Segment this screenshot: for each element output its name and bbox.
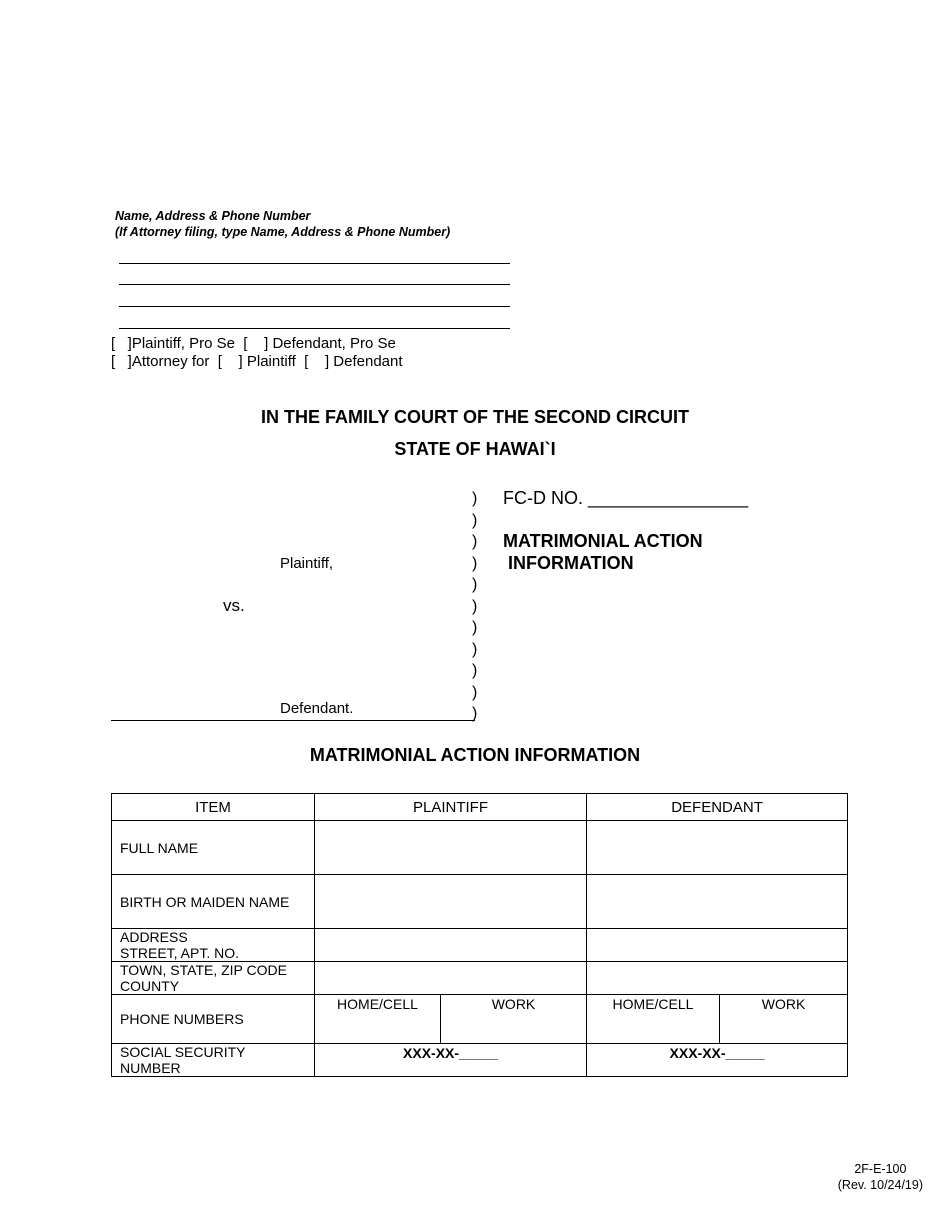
row-label-town	[112, 962, 315, 995]
court-heading-line2: STATE OF HAWAI`I	[394, 439, 556, 459]
plaintiff-birth-name-cell[interactable]	[315, 875, 587, 929]
table-row	[112, 995, 848, 1044]
header-item: ITEM	[112, 794, 315, 821]
plaintiff-town-cell[interactable]	[315, 962, 587, 995]
court-heading-line1: IN THE FAMILY COURT OF THE SECOND CIRCUIT	[260, 407, 690, 427]
plaintiff-home-phone-cell[interactable]	[315, 995, 441, 1044]
defendant-address-cell[interactable]	[587, 929, 848, 962]
table-row	[112, 962, 848, 995]
plaintiff-full-name-cell[interactable]	[315, 821, 587, 875]
defendant-birth-name-cell[interactable]	[587, 875, 848, 929]
row-label-address-line1: ADDRESS	[120, 929, 188, 945]
form-revision: (Rev. 10/24/19)	[837, 1178, 923, 1192]
matrimonial-info-table	[111, 793, 848, 1077]
row-label-ssn	[112, 1044, 315, 1077]
row-label-address-line2: STREET, APT. NO.	[120, 945, 240, 961]
table-row	[112, 821, 848, 875]
plaintiff-work-phone-cell[interactable]	[441, 995, 587, 1044]
caption-title-line1: MATRIMONIAL ACTION	[503, 531, 703, 551]
row-label-birth-name: BIRTH OR MAIDEN NAME	[112, 875, 315, 929]
row-label-town-line1: TOWN, STATE, ZIP CODE	[120, 962, 287, 978]
contact-fill-line-3[interactable]	[119, 306, 510, 307]
row-label-phone: PHONE NUMBERS	[112, 995, 315, 1044]
row-label-ssn-line2: NUMBER	[120, 1060, 181, 1076]
row-label-full-name: FULL NAME	[112, 821, 315, 875]
row-label-ssn-line1: SOCIAL SECURITY	[120, 1044, 246, 1060]
defendant-label: Defendant.	[280, 700, 354, 717]
defendant-work-phone-cell[interactable]	[720, 995, 848, 1044]
contact-info-label-line2: (If Attorney filing, type Name, Address & Phone Number)	[115, 225, 451, 239]
defendant-home-label: HOME/CELL	[612, 996, 694, 1012]
plaintiff-ssn-cell[interactable]	[315, 1044, 587, 1077]
plaintiff-home-label: HOME/CELL	[337, 996, 418, 1012]
plaintiff-label: Plaintiff,	[280, 555, 334, 572]
defendant-ssn-cell[interactable]	[587, 1044, 848, 1077]
row-label-town-line2: COUNTY	[120, 978, 180, 994]
table-row	[112, 1044, 848, 1077]
contact-fill-line-1[interactable]	[119, 263, 510, 264]
contact-info-label-line1: Name, Address & Phone Number	[115, 209, 311, 223]
contact-info-label	[115, 208, 450, 240]
form-footer	[838, 1161, 923, 1193]
defendant-home-phone-cell[interactable]	[587, 995, 720, 1044]
header-plaintiff: PLAINTIFF	[315, 794, 587, 821]
contact-fill-line-2[interactable]	[119, 284, 510, 285]
form-number: 2F-E-100	[854, 1162, 907, 1176]
party-checkbox-line-1[interactable]: [ ]Plaintiff, Pro Se [ ] Defendant, Pro Se	[111, 335, 396, 352]
defendant-work-label: WORK	[761, 996, 806, 1012]
header-defendant: DEFENDANT	[587, 794, 848, 821]
caption-title	[503, 530, 703, 574]
table-row	[112, 875, 848, 929]
table-header-row	[112, 794, 848, 821]
caption-parentheses: ) ) ) ) ) ) ) ) ) ) )	[472, 490, 478, 722]
defendant-town-cell[interactable]	[587, 962, 848, 995]
vs-label: vs.	[223, 596, 245, 615]
caption-underline	[111, 720, 475, 721]
case-number-field[interactable]: FC-D NO. ________________	[503, 488, 749, 508]
plaintiff-address-cell[interactable]	[315, 929, 587, 962]
plaintiff-ssn-value: XXX-XX-_____	[403, 1045, 498, 1061]
contact-fill-line-4[interactable]	[119, 328, 510, 329]
section-title: MATRIMONIAL ACTION INFORMATION	[309, 745, 641, 765]
defendant-ssn-value: XXX-XX-_____	[669, 1045, 765, 1061]
defendant-full-name-cell[interactable]	[587, 821, 848, 875]
table-row	[112, 929, 848, 962]
plaintiff-work-label: WORK	[491, 996, 536, 1012]
row-label-address	[112, 929, 315, 962]
caption-title-line2: INFORMATION	[503, 553, 634, 573]
party-checkbox-line-2[interactable]: [ ]Attorney for [ ] Plaintiff [ ] Defendant	[111, 353, 403, 370]
